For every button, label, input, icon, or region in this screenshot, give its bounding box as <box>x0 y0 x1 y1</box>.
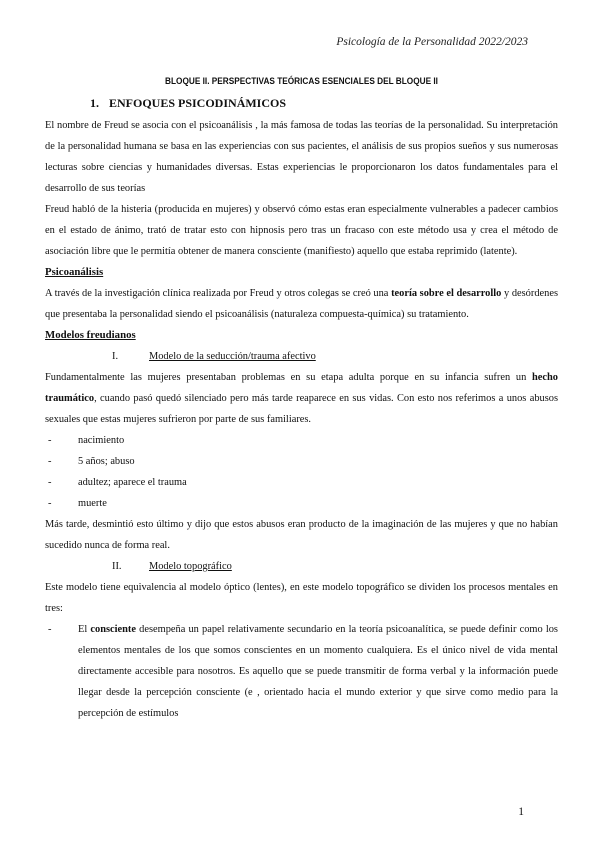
modelos-heading: Modelos freudianos <box>45 329 136 341</box>
intro-paragraph-2: Freud habló de la histeria (producida en mujeres) y observó cómo estas eran especialmente vulnerables a padecer cambios en el estado de ánimo, trató de tratar esto con hipnosis pero tras un fracaso con este método usa y crea el método de asociación libre que le permitía obtener de manera consciente (manifiesto) aquello que estaba reprimido (latente). <box>45 204 558 257</box>
modelo-1-after: Más tarde, desmintió esto último y dijo que estos abusos eran producto de la imaginación de las mujeres y que no habían sucedido nunca de forma real. <box>45 519 558 551</box>
consciente-text-a: El <box>78 624 91 635</box>
modelo-2-title: Modelo topográfico <box>149 561 232 572</box>
block-title: BLOQUE II. PERSPECTIVAS TEÓRICAS ESENCIALES DEL BLOQUE II <box>165 76 438 87</box>
modelo-1-heading <box>112 346 558 367</box>
psicoanalisis-paragraph <box>45 283 558 325</box>
modelo-1-bold: hecho traumático <box>45 372 558 404</box>
list-item: - nacimiento <box>45 430 558 451</box>
running-header: Psicología de la Personalidad 2022/2023 <box>336 36 528 48</box>
modelo-1-paragraph <box>45 367 558 430</box>
psicoanalisis-heading: Psicoanálisis <box>45 266 104 278</box>
page-content <box>45 72 558 724</box>
consciente-text-b: desempeña un papel relativamente secundario en la teoría psicoanalítica, se puede definir como los elementos mentales de los que somos conscientes en un momento cualquiera. Es el único nivel de vida mental directamente accesible para nosotros. Es aquello que se puede transmitir de forma verbal y la información puede llegar desde la percepción consciente (e , orientado hacia el mundo exterior y que sirve como medio para la percepción de estímulos <box>78 624 558 719</box>
modelo-1-text-b: , cuando pasó quedó silenciado pero más tarde reaparece en sus vidas. Con esto nos referimos a unos abusos sexuales que estas mujeres sufrieron por parte de sus familiares. <box>45 393 558 425</box>
list-item <box>45 619 558 724</box>
page-number: 1 <box>518 806 524 818</box>
modelo-1-list <box>45 430 558 514</box>
intro-paragraph-1: El nombre de Freud se asocia con el psicoanálisis , la más famosa de todas las teorías de la personalidad. Su interpretación de la personalidad humana se basa en las experiencias con sus pacientes, el análisis de sus propios sueños y sus numerosas lecturas sobre ciencias y humanidades diversas. Estas experiencias le proporcionaron los datos fundamentales para el desarrollo de sus teorías <box>45 120 558 194</box>
modelo-2-numeral: II. <box>112 561 122 572</box>
modelo-2-list <box>45 619 558 724</box>
list-item: - 5 años; abuso <box>45 451 558 472</box>
modelo-1-text-a: Fundamentalmente las mujeres presentaban problemas en su etapa adulta porque en su infancia sufren un <box>45 372 533 383</box>
section-title: ENFOQUES PSICODINÁMICOS <box>109 96 287 110</box>
psicoanalisis-bold: teoría sobre el desarrollo <box>391 288 502 299</box>
psicoanalisis-text-a: A través de la investigación clínica realizada por Freud y otros colegas se creó una <box>45 288 392 299</box>
section-number: 1. <box>90 96 99 110</box>
modelo-2-heading <box>112 556 558 577</box>
modelo-1-numeral: I. <box>112 351 119 362</box>
section-heading <box>90 93 558 113</box>
modelo-2-paragraph: Este modelo tiene equivalencia al modelo óptico (lentes), en este modelo topográfico se dividen los procesos mentales en tres: <box>45 582 558 614</box>
modelo-1-title: Modelo de la seducción/trauma afectivo <box>149 351 316 362</box>
psicoanalisis-text-b: y desórdenes que presentaba la personalidad siendo el psicoanálisis (naturaleza compuesta-química) su tratamiento. <box>45 288 558 320</box>
consciente-bold: consciente <box>90 624 136 635</box>
list-item: - adultez; aparece el trauma <box>45 472 558 493</box>
list-item: - muerte <box>45 493 558 514</box>
